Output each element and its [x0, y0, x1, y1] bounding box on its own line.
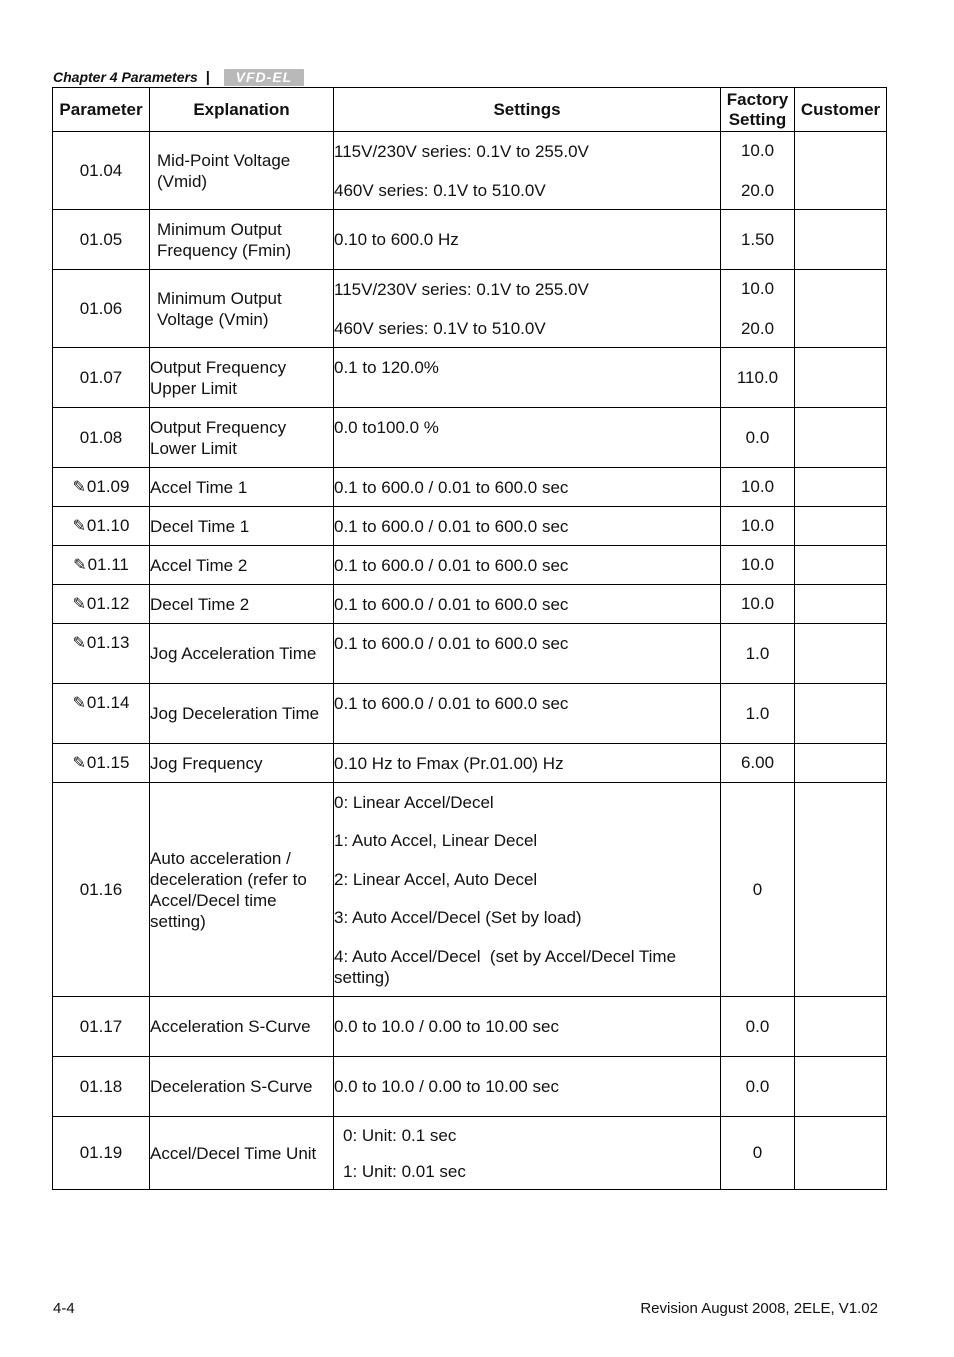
factory-setting: 1.50	[721, 210, 795, 270]
param-code: 01.15	[86, 753, 130, 772]
customer-cell	[795, 210, 887, 270]
param-explanation: Acceleration S-Curve	[150, 997, 334, 1057]
settings-option: 2: Linear Accel, Auto Decel	[334, 869, 538, 889]
param-settings: 0.1 to 600.0 / 0.01 to 600.0 sec	[334, 624, 721, 684]
table-row	[53, 468, 887, 507]
settings-option: 1: Auto Accel, Linear Decel	[334, 831, 538, 850]
param-explanation: Jog Acceleration Time	[150, 624, 334, 684]
factory-setting: 0	[721, 1117, 795, 1190]
settings-option: 4: Auto Accel/Decel (set by Accel/Decel Time setting)	[334, 946, 681, 987]
param-code: 01.08	[53, 408, 150, 468]
pencil-icon: ✎	[73, 557, 87, 574]
param-code: 01.11	[87, 555, 129, 574]
param-explanation: Output Frequency Lower Limit	[150, 408, 334, 468]
table-row	[53, 744, 887, 783]
factory-value: 20.0	[740, 180, 775, 200]
param-settings: 0.1 to 600.0 / 0.01 to 600.0 sec	[334, 507, 721, 546]
param-settings	[334, 132, 721, 210]
customer-cell	[795, 1057, 887, 1117]
header-factory-setting	[721, 88, 795, 132]
param-explanation: Output Frequency Upper Limit	[150, 348, 334, 408]
customer-cell	[795, 507, 887, 546]
param-code: 01.14	[86, 693, 130, 712]
header-factory-line2: Setting	[728, 109, 787, 129]
pencil-icon: ✎	[72, 596, 86, 613]
table-row	[53, 1057, 887, 1117]
customer-cell	[795, 270, 887, 348]
param-settings: 0.1 to 600.0 / 0.01 to 600.0 sec	[334, 546, 721, 585]
customer-cell	[795, 684, 887, 744]
factory-setting: 1.0	[721, 684, 795, 744]
table-row	[53, 684, 887, 744]
param-code: 01.12	[86, 594, 130, 613]
customer-cell	[795, 408, 887, 468]
param-code-cell	[53, 468, 150, 507]
param-code: 01.07	[53, 348, 150, 408]
factory-setting: 0.0	[721, 1057, 795, 1117]
table-row	[53, 546, 887, 585]
table-row	[53, 997, 887, 1057]
param-settings: 0.10 to 600.0 Hz	[334, 210, 721, 270]
header-settings: Settings	[334, 88, 721, 132]
param-settings: 0.1 to 600.0 / 0.01 to 600.0 sec	[334, 468, 721, 507]
table-row	[53, 783, 887, 997]
page-header	[53, 66, 304, 88]
factory-setting: 10.0	[721, 507, 795, 546]
factory-value: 10.0	[740, 140, 775, 160]
param-explanation: Deceleration S-Curve	[150, 1057, 334, 1117]
pencil-icon: ✎	[72, 518, 86, 535]
param-code: 01.05	[53, 210, 150, 270]
param-explanation: Decel Time 1	[150, 507, 334, 546]
settings-option: 0: Unit: 0.1 sec	[343, 1125, 457, 1145]
table-header-row	[53, 88, 887, 132]
customer-cell	[795, 546, 887, 585]
param-code-cell	[53, 624, 150, 684]
param-settings: 0.0 to100.0 %	[334, 408, 721, 468]
pencil-icon: ✎	[72, 635, 86, 652]
param-explanation: Mid-Point Voltage (Vmid)	[150, 132, 334, 210]
param-explanation: Decel Time 2	[150, 585, 334, 624]
settings-line: 115V/230V series: 0.1V to 255.0V	[334, 141, 589, 161]
customer-cell	[795, 744, 887, 783]
pencil-icon: ✎	[72, 755, 86, 772]
customer-cell	[795, 997, 887, 1057]
param-explanation: Jog Deceleration Time	[150, 684, 334, 744]
param-code: 01.10	[86, 516, 130, 535]
param-code-cell	[53, 684, 150, 744]
param-settings: 0.10 Hz to Fmax (Pr.01.00) Hz	[334, 744, 721, 783]
param-code: 01.09	[86, 477, 130, 496]
factory-setting: 0.0	[721, 997, 795, 1057]
param-code-cell	[53, 744, 150, 783]
revision-note: Revision August 2008, 2ELE, V1.02	[640, 1300, 878, 1317]
param-explanation: Minimum Output Frequency (Fmin)	[150, 210, 334, 270]
customer-cell	[795, 1117, 887, 1190]
settings-line: 460V series: 0.1V to 510.0V	[334, 180, 546, 200]
customer-cell	[795, 348, 887, 408]
param-settings: 0.0 to 10.0 / 0.00 to 10.00 sec	[334, 1057, 721, 1117]
param-code-cell	[53, 585, 150, 624]
param-explanation: Auto acceleration / deceleration (refer to Accel/Decel time setting)	[150, 783, 334, 997]
header-customer: Customer	[795, 88, 887, 132]
table-row	[53, 348, 887, 408]
settings-line: 115V/230V series: 0.1V to 255.0V	[334, 279, 589, 299]
factory-value: 10.0	[740, 278, 775, 298]
table-row	[53, 507, 887, 546]
param-settings: 0.1 to 120.0%	[334, 348, 721, 408]
chapter-title: Chapter 4 Parameters	[53, 69, 198, 85]
param-code: 01.06	[53, 270, 150, 348]
header-factory-line1: Factory	[726, 89, 789, 109]
pencil-icon: ✎	[72, 695, 86, 712]
customer-cell	[795, 783, 887, 997]
factory-setting: 10.0	[721, 585, 795, 624]
param-code: 01.16	[53, 783, 150, 997]
table-row	[53, 408, 887, 468]
customer-cell	[795, 624, 887, 684]
settings-option: 3: Auto Accel/Decel (Set by load)	[334, 908, 582, 927]
product-logo	[224, 69, 304, 86]
factory-setting: 0	[721, 783, 795, 997]
param-settings	[334, 270, 721, 348]
table-row	[53, 1117, 887, 1190]
table-row	[53, 132, 887, 210]
header-separator: |	[205, 68, 210, 86]
param-code-cell	[53, 546, 150, 585]
param-explanation: Accel/Decel Time Unit	[150, 1117, 334, 1190]
param-settings: 0.1 to 600.0 / 0.01 to 600.0 sec	[334, 684, 721, 744]
factory-setting: 10.0	[721, 546, 795, 585]
factory-setting: 1.0	[721, 624, 795, 684]
factory-setting: 0.0	[721, 408, 795, 468]
customer-cell	[795, 132, 887, 210]
customer-cell	[795, 468, 887, 507]
param-code: 01.13	[86, 633, 130, 652]
factory-setting: 10.0	[721, 468, 795, 507]
param-explanation: Accel Time 1	[150, 468, 334, 507]
settings-option: 0: Linear Accel/Decel	[334, 792, 494, 812]
customer-cell	[795, 585, 887, 624]
logo-text: VFD-EL	[235, 69, 293, 85]
parameter-table	[52, 87, 887, 1190]
page-number: 4-4	[53, 1300, 75, 1317]
param-explanation: Minimum Output Voltage (Vmin)	[150, 270, 334, 348]
table-row	[53, 585, 887, 624]
factory-setting: 6.00	[721, 744, 795, 783]
settings-line: 460V series: 0.1V to 510.0V	[334, 318, 546, 338]
param-code: 01.19	[53, 1117, 150, 1190]
table-row	[53, 624, 887, 684]
param-settings: 0.0 to 10.0 / 0.00 to 10.00 sec	[334, 997, 721, 1057]
param-code: 01.04	[53, 132, 150, 210]
header-parameter: Parameter	[53, 88, 150, 132]
param-code: 01.17	[53, 997, 150, 1057]
factory-setting	[721, 132, 795, 210]
param-code: 01.18	[53, 1057, 150, 1117]
factory-setting	[721, 270, 795, 348]
factory-setting: 110.0	[721, 348, 795, 408]
param-settings	[334, 783, 721, 997]
param-explanation: Jog Frequency	[150, 744, 334, 783]
settings-option: 1: Unit: 0.01 sec	[343, 1161, 466, 1181]
pencil-icon: ✎	[72, 479, 86, 496]
header-explanation: Explanation	[150, 88, 334, 132]
param-settings	[334, 1117, 721, 1190]
param-settings: 0.1 to 600.0 / 0.01 to 600.0 sec	[334, 585, 721, 624]
param-explanation: Accel Time 2	[150, 546, 334, 585]
factory-value: 20.0	[740, 318, 775, 338]
table-row	[53, 270, 887, 348]
param-code-cell	[53, 507, 150, 546]
table-row	[53, 210, 887, 270]
